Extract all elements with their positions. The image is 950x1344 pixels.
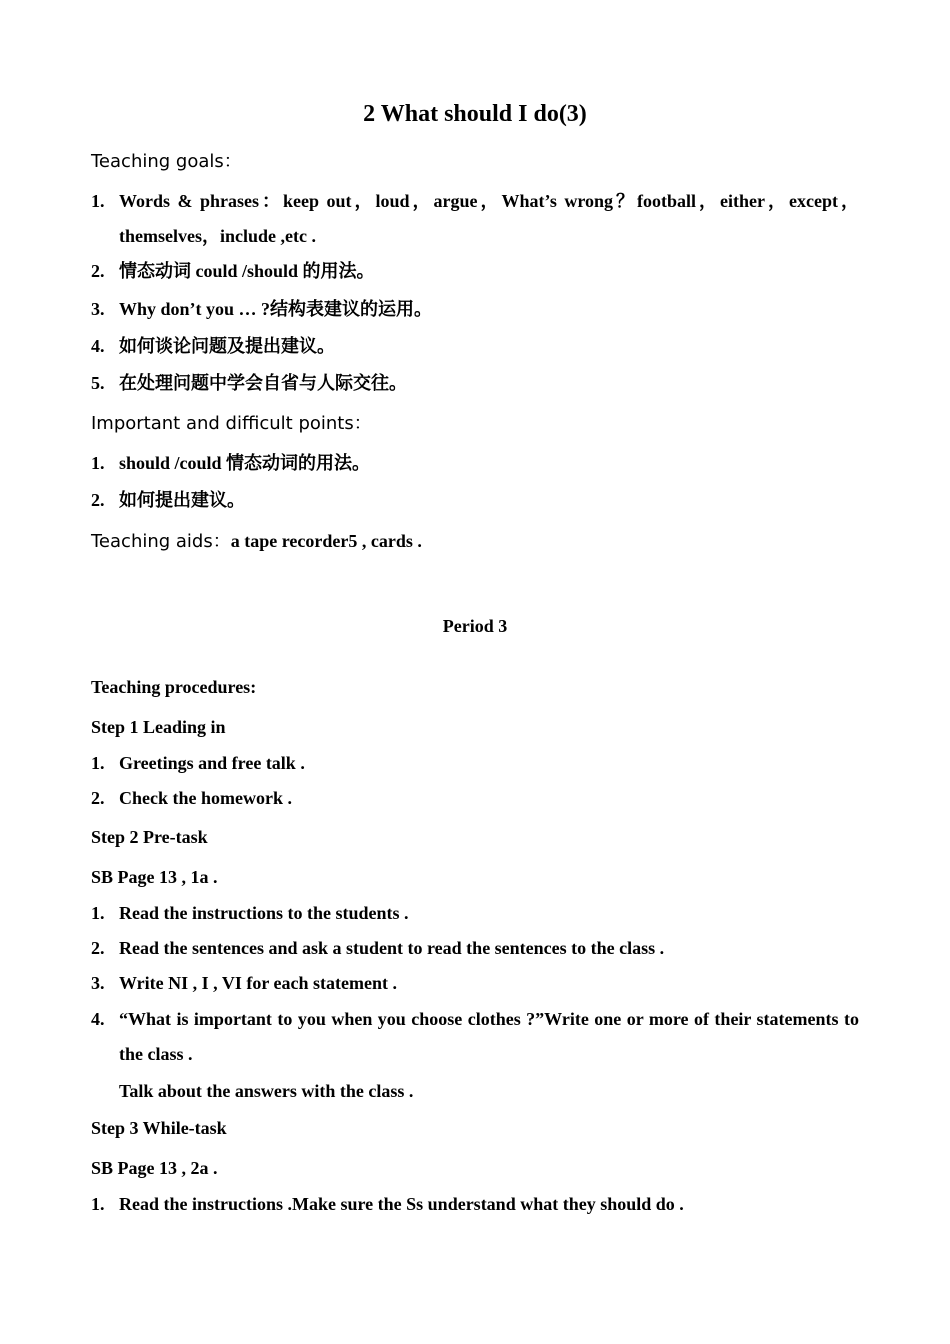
list-number: 1.	[91, 1194, 105, 1214]
goal-item-4	[91, 329, 859, 364]
list-text: 在处理问题中学会自省与人际交往。	[119, 373, 407, 393]
list-number: 3.	[91, 973, 105, 993]
list-number: 2.	[91, 490, 105, 510]
step1-item-1	[91, 746, 859, 781]
list-text: Check the homework .	[119, 788, 292, 808]
step2-item-2	[91, 931, 859, 966]
list-text: Words & phrases：keep out，loud，argue，What’s wrong？football，either，except，themselves，include ,etc .	[119, 191, 859, 246]
step2-item-3	[91, 966, 859, 1001]
list-text: 如何提出建议。	[119, 490, 245, 510]
list-number: 2.	[91, 938, 105, 958]
step2-heading: Step 2 Pre-task	[91, 827, 208, 847]
step1-item-2	[91, 781, 859, 816]
teaching-aids-text: a tape recorder5 , cards .	[230, 531, 422, 551]
list-number: 2.	[91, 261, 105, 281]
list-number: 4.	[91, 336, 105, 356]
teaching-aids-line	[91, 529, 422, 554]
step3-item-1	[91, 1187, 859, 1222]
list-text: Why don’t you … ?结构表建议的运用。	[119, 299, 433, 319]
list-number: 4.	[91, 1009, 105, 1029]
list-number: 2.	[91, 788, 105, 808]
list-text: Greetings and free talk .	[119, 753, 305, 773]
goal-item-1	[91, 184, 859, 254]
list-text: 如何谈论问题及提出建议。	[119, 336, 335, 356]
page-title: 2 What should I do(3)	[363, 101, 587, 127]
list-text: Read the instructions to the students .	[119, 903, 409, 923]
list-number: 1.	[91, 453, 105, 473]
procedures-heading: Teaching procedures:	[91, 677, 257, 697]
list-number: 5.	[91, 373, 105, 393]
points-heading: Important and difficult points：	[91, 413, 372, 434]
step3-heading: Step 3 While-task	[91, 1118, 227, 1138]
step2-item-1	[91, 896, 859, 931]
list-text: Write NI , I , VI for each statement .	[119, 973, 397, 993]
goal-item-2	[91, 254, 859, 289]
period-heading: Period 3	[442, 616, 508, 636]
step3-sb-reference: SB Page 13 , 2a .	[91, 1158, 218, 1178]
list-text: “What is important to you when you choose clothes ?”Write one or more of their statements to the class .	[119, 1009, 859, 1064]
list-text: Read the sentences and ask a student to read the sentences to the class .	[119, 938, 665, 958]
step2-sb-reference: SB Page 13 , 1a .	[91, 867, 218, 887]
step2-note: Talk about the answers with the class .	[119, 1081, 414, 1101]
goal-item-3	[91, 292, 859, 327]
teaching-aids-heading: Teaching aids：	[91, 531, 231, 552]
list-number: 3.	[91, 299, 105, 319]
list-number: 1.	[91, 191, 105, 211]
list-number: 1.	[91, 903, 105, 923]
step2-item-4	[91, 1002, 859, 1072]
list-number: 1.	[91, 753, 105, 773]
list-text: should /could 情态动词的用法。	[119, 453, 371, 473]
list-text: 情态动词 could /should 的用法。	[119, 261, 375, 281]
teaching-goals-heading: Teaching goals：	[91, 151, 242, 172]
step1-heading: Step 1 Leading in	[91, 717, 226, 737]
goal-item-5	[91, 366, 859, 401]
point-item-1	[91, 446, 859, 481]
list-text: Read the instructions .Make sure the Ss understand what they should do .	[119, 1194, 684, 1214]
point-item-2	[91, 483, 859, 518]
